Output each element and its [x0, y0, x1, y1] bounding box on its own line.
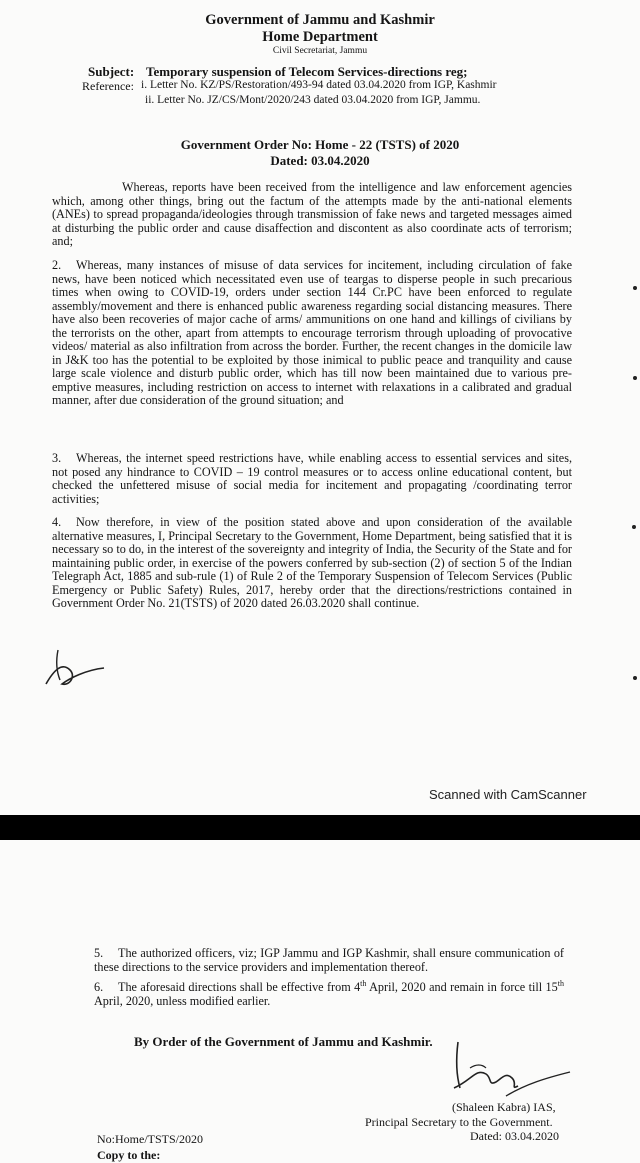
government-heading: Government of Jammu and Kashmir	[205, 12, 435, 28]
paragraph-number: 2.	[52, 258, 62, 272]
paragraph-number: 5.	[94, 946, 104, 960]
paragraph-text: Now therefore, in view of the position stated above and upon consideration of the available alternative measures, I, Principal Secretary to the Government, Home Department, being satisfied that it is necessary so to do, in the interest of the sovereignty and integrity of India, the Security of the State and for maintaining public order, in exercise of the powers conferred by sub-section (2) of section 5 of the Indian Telegraph Act, 1885 and sub-rule (1) of Rule 2 of the Temporary Suspension of Telecom Services (Public Emergency or Public Safety) Rules, 2017, hereby order that the directions/restrictions contained in Government Order No. 21(TSTS) of 2020 dated 26.03.2020 shall continue.	[52, 515, 572, 611]
signatory-date: Dated: 03.04.2020	[470, 1129, 559, 1143]
paragraph-3	[52, 452, 572, 506]
signatory-title: Principal Secretary to the Government.	[365, 1115, 553, 1129]
scan-speck	[633, 286, 637, 290]
order-title: Government Order No: Home - 22 (TSTS) of 2020	[180, 137, 460, 152]
paragraph-text: Whereas, many instances of misuse of data services for incitement, including circulation of fake news, have been noticed which necessitated even use of teargas to disperse people in such precarious times when owing to COVID-19, orders under section 144 Cr.PC have been enforced to regulate assembly/movement and there is enhanced public awareness regarding social distancing measures. There have also been recoveries of major cache of arms/ ammunitions on one hand and killings of civilians by the terrorists on the other, apart from attempts to encourage terrorism through uploading of provocative videos/ material as also infiltration from across the border. Further, the recent changes in the domicile law in J&K too has the potential to be exploited by those inimical to public peace and tranquility and cause large scale violence and disturb public order, which has till now been maintained due to various pre-emptive measures, including restriction on access to internet with relaxations in a calibrated and gradual manner, after due consideration of the ground situation; and	[52, 258, 572, 408]
paragraph-text: April, 2020 and remain in force till 15	[366, 980, 558, 994]
paragraph-number: 4.	[52, 515, 62, 529]
office-address: Civil Secretariat, Jammu	[272, 46, 368, 56]
paragraph-number: 3.	[52, 451, 62, 465]
department-heading: Home Department	[262, 29, 378, 45]
paragraph-text: Whereas, the internet speed restrictions have, while enabling access to essential services and sites, not posed any hindrance to COVID – 19 control measures or to access online educational content, but checked the unfettered misuse of social media for incitement and propagating /coordinating terror activities;	[52, 451, 572, 506]
reference-item-ii: ii. Letter No. JZ/CS/Mont/2020/243 dated 03.04.2020 from IGP, Jammu.	[145, 94, 481, 106]
paragraph-text: April, 2020, unless modified earlier.	[94, 993, 271, 1008]
signature-icon	[446, 1038, 576, 1100]
reference-item-i: i. Letter No. KZ/PS/Restoration/493-94 dated 03.04.2020 from IGP, Kashmir	[141, 79, 497, 91]
paragraph-text: The aforesaid directions shall be effective from 4	[118, 980, 361, 994]
camscanner-watermark: Scanned with CamScanner	[429, 787, 587, 802]
copy-to-heading: Copy to the:	[97, 1148, 161, 1162]
order-date: Dated: 03.04.2020	[270, 153, 370, 168]
subject-label: Subject:	[88, 64, 135, 79]
scan-speck	[633, 676, 637, 680]
paragraph-1: Whereas, reports have been received from the intelligence and law enforcement agencies which, among other things, bring out the factum of the attempts made by the anti-national elements (ANEs) to spread propaganda/ideologies through transmission of fake news and targeted messages aimed at disturbing the public order and cause disaffection and discontent as also coordinate acts of terrorism; and;	[52, 180, 572, 249]
file-number: No:Home/TSTS/2020	[97, 1132, 204, 1146]
paragraph-2	[52, 259, 572, 408]
scan-speck	[632, 525, 636, 529]
paragraph-6	[94, 978, 564, 1008]
paragraph-number: 6.	[94, 980, 104, 994]
subject-text: Temporary suspension of Telecom Services-directions reg;	[146, 64, 468, 79]
initials-signature-icon	[40, 640, 110, 692]
ordinal-suffix: th	[557, 978, 564, 988]
page-separator	[0, 815, 640, 840]
paragraph-5	[94, 947, 564, 974]
paragraph-text: The authorized officers, viz; IGP Jammu and IGP Kashmir, shall ensure communication of these directions to the service providers and implementation thereof.	[94, 946, 564, 974]
paragraph-4	[52, 516, 572, 611]
by-order-line: By Order of the Government of Jammu and Kashmir.	[134, 1034, 433, 1049]
reference-label: Reference:	[82, 79, 134, 93]
ordinal-suffix: th	[360, 978, 367, 988]
scan-speck	[633, 376, 637, 380]
signatory-name: (Shaleen Kabra) IAS,	[452, 1100, 556, 1114]
